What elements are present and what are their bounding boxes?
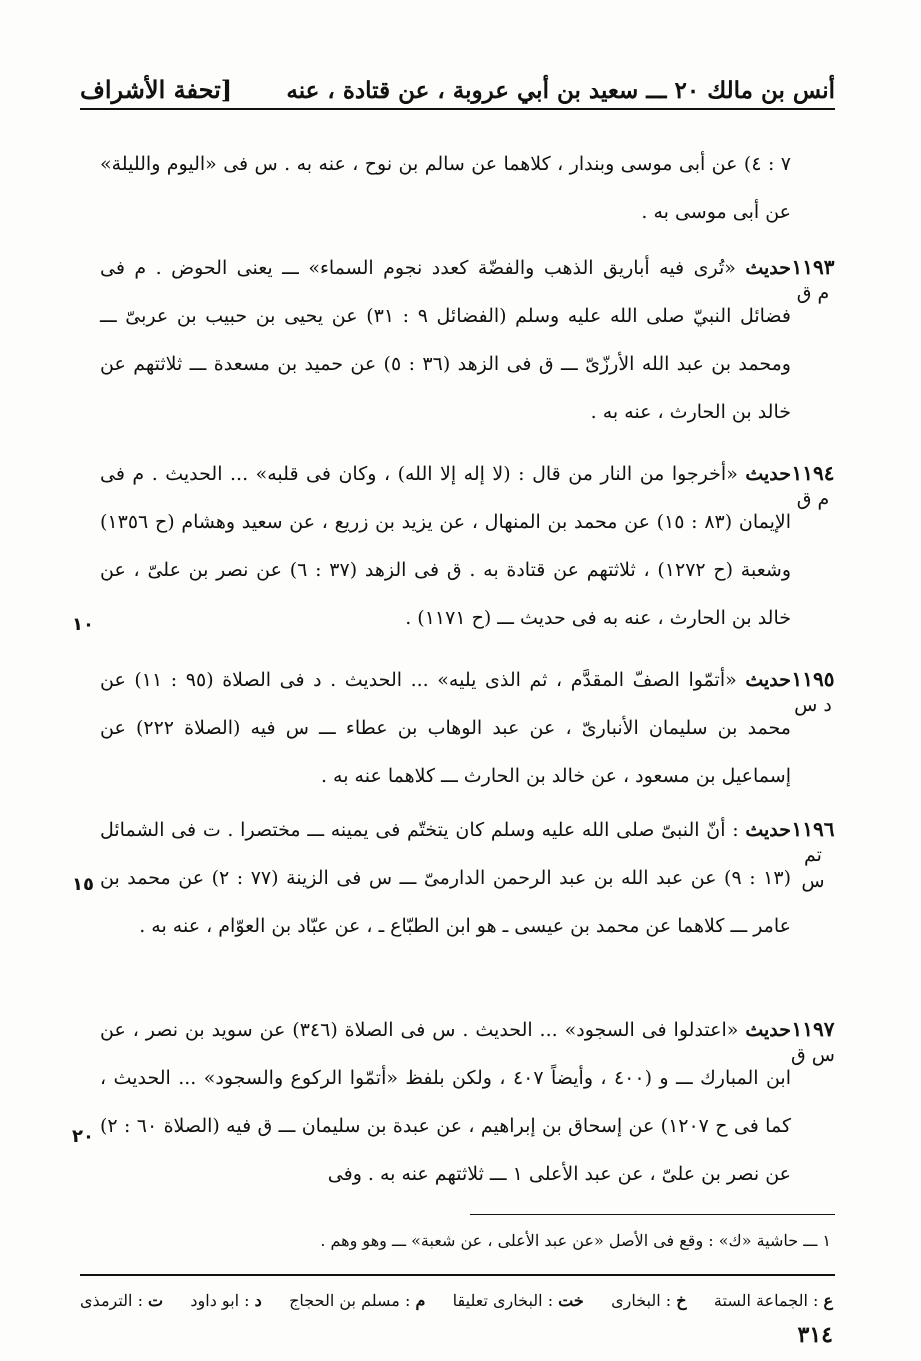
entry-sigla: تم س [801, 844, 825, 892]
abbreviation-item: خ : البخارى [611, 1290, 687, 1310]
running-head-book: [تحفة الأشراف [80, 75, 233, 104]
entry-text [100, 450, 791, 642]
abbreviation-item: م : مسلم بن الحجاج [289, 1290, 426, 1310]
abbreviation-item: د : ابو داود [190, 1290, 262, 1310]
abbreviation-item: ع : الجماعة الستة [713, 1290, 833, 1310]
page-number: ٣١٤ [797, 1322, 833, 1348]
entry-number-value: ١١٩٦ [791, 817, 835, 841]
entry-sigla: م ق [796, 282, 830, 304]
entry-sigla: س ق [791, 1044, 835, 1066]
entry-text [100, 656, 791, 800]
entry-label: حديث [745, 463, 792, 485]
hadith-entry [100, 450, 835, 642]
entry-sigla: م ق [796, 488, 830, 510]
entry-text [100, 1006, 791, 1198]
entry-number [791, 1006, 835, 1068]
entry-number-value: ١١٩٥ [791, 667, 835, 691]
entry-number [791, 450, 835, 512]
entry-body: «اعتدلوا فى السجود» ... الحديث . س فى الصلاة (٣٤٦) عن سويد بن نصر ، عن ابن المبارك ـــ و (٤٠٠ ، وأيضاً ٤٠٧ ، ولكن بلفظ «أتمّوا الركوع والسجود» ... الحديث ، كما فى ح ١٢٠٧) عن إسحاق بن إبراهيم ، عن عبدة بن سليمان ـــ ق فيه (الصلاة ٦٠ : ٢) عن نصر بن علىّ ، عن عبد الأعلى ١ ـــ ثلاثتهم عنه به . وفى [100, 1019, 791, 1185]
header-rule [80, 108, 835, 110]
footnote-rule [470, 1214, 835, 1215]
running-head-title: أنس بن مالك ٢٠ ـــ سعيد بن أبي عروبة ، عن قتادة ، عنه [286, 77, 835, 104]
entry-body: «أتمّوا الصفّ المقدَّم ، ثم الذى يليه» ... الحديث . د فى الصلاة (٩٥ : ١١) عن محمد بن سليمان الأنبارىّ ، عن عبد الوهاب بن عطاء ـــ س فيه (الصلاة ٢٢٢) عن إسماعيل بن مسعود ، عن خالد بن الحارث ـــ كلاهما عنه به . [100, 669, 791, 787]
hadith-entry [100, 806, 835, 950]
abbreviation-item: ت : الترمذى [80, 1290, 164, 1310]
hadith-entry [100, 656, 835, 800]
entry-sigla: د س [794, 694, 832, 716]
entry-number [791, 244, 835, 306]
line-number: ٢٠ [72, 1126, 94, 1147]
line-number: ١٥ [72, 874, 94, 895]
abbreviation-item: خت : البخارى تعليقا [452, 1290, 584, 1310]
hadith-entry [100, 244, 835, 436]
entry-text [100, 244, 791, 436]
entry-number-value: ١١٩٤ [791, 461, 835, 485]
entry-body: «أخرجوا من النار من قال : (لا إله إلا الله) ، وكان فى قلبه» ... الحديث . م فى الإيمان (٨٣ : ١٥) عن محمد بن المنهال ، عن يزيد بن زريع ، عن سعيد وهشام (ح ١٣٥٦) وشعبة (ح ١٢٧٢) ، ثلاثتهم عن قتادة به . ق فى الزهد (٣٧ : ٦) عن نصر بن علىّ ، عن خالد بن الحارث ، عنه به فى حديث ـــ (ح ١١٧١) . [100, 463, 791, 629]
entry-body: «تُرى فيه أباريق الذهب والفضّة كعدد نجوم السماء» ـــ يعنى الحوض . م فى فضائل النبيّ صلى الله عليه وسلم (الفضائل ٩ : ٣١) عن يحيى بن حبيب بن عربىّ ـــ ومحمد بن عبد الله الأرزّىّ ـــ ق فى الزهد (٣٦ : ٥) عن حميد بن مسعدة ـــ ثلاثتهم عن خالد بن الحارث ، عنه به . [100, 257, 791, 423]
entry-number-value: ١١٩٧ [791, 1017, 835, 1041]
entry-text [100, 806, 791, 950]
continuation-text: ٧ : ٤) عن أبى موسى وبندار ، كلاهما عن سالم بن نوح ، عنه به . س فى «اليوم والليلة» عن أبى موسى به . [100, 153, 791, 223]
line-number: ١٠ [72, 614, 94, 635]
footnote: ١ ـــ حاشية «ك» : وقع فى الأصل «عن عبد الأعلى ، عن شعبة» ـــ وهو وهم . [320, 1231, 831, 1250]
entry-label: حديث [745, 257, 791, 279]
hadith-entry [100, 1006, 835, 1198]
entry-number [791, 806, 835, 894]
footer-rule [80, 1274, 835, 1276]
abbreviation-key [80, 1280, 833, 1320]
entry-label: حديث [745, 1019, 791, 1041]
entry-body: : أنّ النبىّ صلى الله عليه وسلم كان يتختّم فى يمينه ـــ مختصرا . ت فى الشمائل (١٣ : ٩) عن عبد الله بن عبد الرحمن الدارمىّ ـــ س فى الزينة (٧٧ : ٢) عن محمد بن عامر ـــ كلاهما عن محمد بن عيسى ـ هو ابن الطبّاع ـ ، عن عبّاد بن العوّام ، عنه به . [100, 819, 791, 937]
entry-number-value: ١١٩٣ [791, 255, 835, 279]
entry-label: حديث [745, 819, 791, 841]
entry-number [791, 656, 835, 718]
entry-label: حديث [745, 669, 791, 691]
running-head [80, 56, 835, 104]
